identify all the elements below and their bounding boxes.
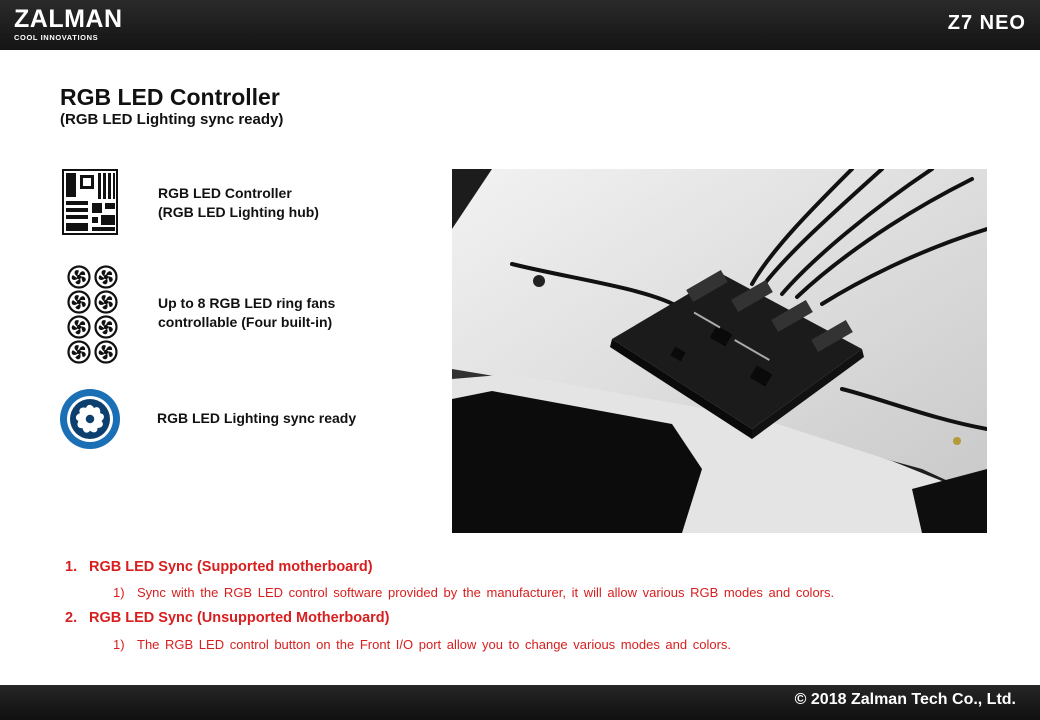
feature-controller-text [158,184,319,222]
motherboard-icon [62,169,118,235]
footer-bar [0,685,1040,720]
sublist-text: The RGB LED control button on the Front I/O port allow you to change various modes and colors. [137,637,732,652]
header-bar [0,0,1040,50]
brand-tagline: COOL INNOVATIONS [14,33,99,42]
sublist-item-supported [113,585,834,600]
copyright-text: © 2018 Zalman Tech Co., Ltd. [794,691,1016,708]
sublist-number: 1) [113,585,125,600]
brand-name: ZALMAN [14,5,123,33]
controller-photo [452,169,987,533]
list-title: RGB LED Sync (Supported motherboard) [89,559,373,575]
rgb-controller-board-image [452,169,987,533]
feature-sync-text: RGB LED Lighting sync ready [157,410,357,426]
feature-fans-line1: Up to 8 RGB LED ring fans [158,295,336,311]
feature-controller-line2: (RGB LED Lighting hub) [158,204,319,220]
model-name: Z7 NEO [947,12,1026,34]
list-title: RGB LED Sync (Unsupported Motherboard) [89,610,390,626]
zalman-logo [14,7,123,42]
list-item-supported [65,559,373,575]
fan-grid-icon [66,265,120,365]
slide-subtitle: (RGB LED Lighting sync ready) [60,111,284,128]
sublist-item-unsupported [113,637,731,652]
slide-title: RGB LED Controller [60,84,280,110]
list-item-unsupported [65,610,389,626]
sublist-text: Sync with the RGB LED control software provided by the manufacturer, it will allow various RGB modes and colors. [137,585,835,600]
sublist-number: 1) [113,637,125,652]
rgb-fan-icon [58,387,122,451]
feature-fans-line2: controllable (Four built-in) [158,314,333,330]
feature-controller-line1: RGB LED Controller [158,185,292,201]
list-number: 2. [65,610,78,626]
list-number: 1. [65,559,78,575]
feature-fans-text [158,294,335,332]
